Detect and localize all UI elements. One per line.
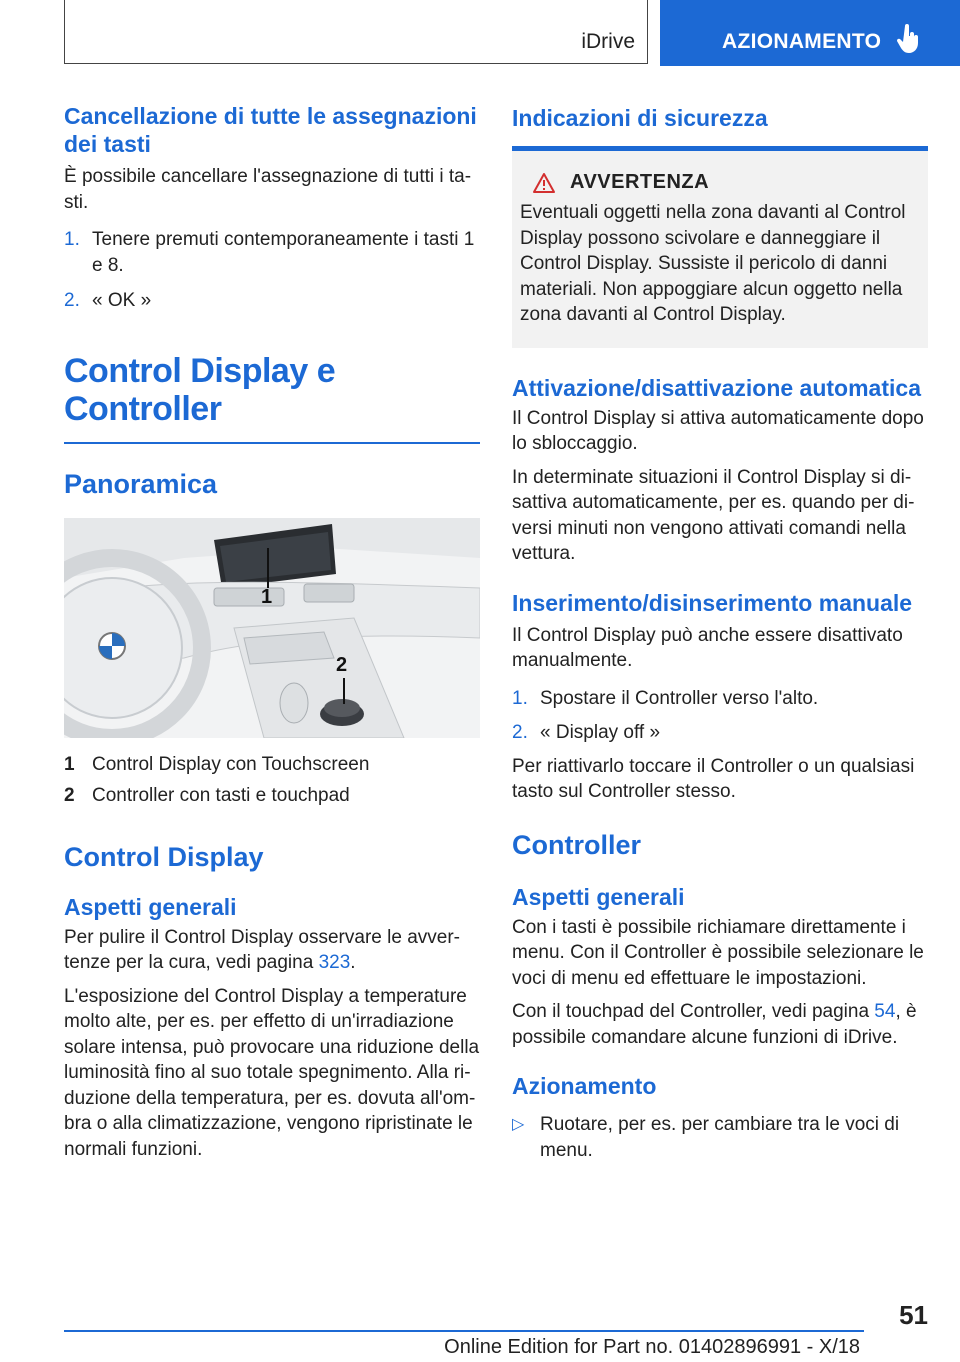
- list-item: [64, 227, 480, 278]
- section-title-panorama: Panoramica: [64, 468, 218, 499]
- care-text-end: .: [350, 952, 356, 973]
- step-number: 1.: [512, 687, 528, 709]
- subsection-title-operation: Azionamento: [512, 1073, 657, 1099]
- clear-assignments-text: È possibile cancellare l'assegnazione di tutti i ta-sti.: [64, 166, 472, 213]
- section-title-control-display: Control Display: [64, 841, 264, 872]
- page-link-323[interactable]: 323: [318, 952, 351, 973]
- section-title-manual-toggle: Inserimento/disinserimento manuale: [512, 589, 913, 616]
- list-item: [512, 720, 928, 746]
- chapter-title-rule: [64, 442, 480, 444]
- warning-box: [512, 151, 928, 348]
- manual-toggle-steps: [512, 686, 928, 746]
- bullet-text: Ruotare, per es. per cambiare tra le voci di menu.: [540, 1114, 900, 1161]
- list-item: [512, 1112, 928, 1163]
- manual-toggle-text-1: Il Control Display può anche essere disattivato manualmente.: [512, 624, 903, 671]
- footer-rule: [64, 1330, 864, 1332]
- section-title-clear-assignments: Cancellazione di tutte le assegnazioni dei tasti: [64, 103, 477, 157]
- right-column: [512, 100, 928, 1163]
- header-chapter-label: AZIONAMENTO: [722, 30, 882, 53]
- footer-edition: Online Edition for Part no. 01402896991 - X/18: [444, 1336, 860, 1358]
- legend-text: Controller con tasti e touchpad: [92, 785, 350, 806]
- list-item: [64, 288, 480, 314]
- page-number: 51: [899, 1300, 928, 1330]
- operation-list: [512, 1112, 928, 1163]
- controller-text-2b: , è possibile comandare alcune funzioni di iDrive.: [512, 1001, 917, 1048]
- controller-text-2: [512, 999, 928, 1050]
- step-number: 1.: [64, 229, 80, 250]
- control-display-care-text: [64, 925, 480, 976]
- legend-number: 1: [64, 753, 75, 775]
- care-text: Per pulire il Control Display osservare le avver-tenze per la cura, vedi pagina: [64, 926, 460, 973]
- header-chapter-tab[interactable]: [660, 0, 960, 66]
- step-text: Spostare il Controller verso l'alto.: [540, 687, 819, 709]
- warning-text: Eventuali oggetti nella zona davanti al Control Display possono scivolare e danneggiare il Control Display. Sussiste il pericolo di danni materiali. Non appoggiare alcun oggetto nella zona davanti al Control Display.: [520, 202, 906, 325]
- control-display-temperature-text: L'esposizione del Control Display a temperature molto alte, per es. per effetto di un'irradiazione solare intensa, può provocare una riduzione della luminosità fino al suo totale spegnimento. Alla ri-duzione della temperatura, per es. dovuta all'om-bra o alla climatizzazione, vengono ripristinate le normali funzioni.: [64, 985, 480, 1160]
- warning-header: [520, 171, 920, 194]
- hand-pointer-icon: [896, 24, 920, 54]
- figure-label-2: 2: [336, 653, 348, 676]
- step-text: Tenere premuti contemporaneamente i tasti 1 e 8.: [92, 229, 475, 276]
- step-text: « OK »: [92, 290, 152, 311]
- step-number: 2.: [512, 722, 528, 743]
- legend-item: [64, 752, 480, 778]
- clear-assignments-steps: [64, 227, 480, 314]
- step-number: 2.: [64, 290, 80, 311]
- controller-text-2a: Con il touchpad del Controller, vedi pagina: [512, 1001, 875, 1022]
- section-title-safety: Indicazioni di sicurezza: [512, 105, 768, 131]
- section-title-auto-toggle: Attivazione/disattivazione automatica: [512, 374, 921, 401]
- figure-legend: [64, 752, 480, 809]
- chapter-title: Control Display e Controller: [64, 351, 336, 428]
- page-link-54[interactable]: 54: [874, 1001, 896, 1022]
- legend-number: 2: [64, 785, 75, 806]
- subsection-title-general: Aspetti generali: [64, 893, 237, 920]
- list-item: [512, 686, 928, 712]
- auto-toggle-text-1: Il Control Display si attiva automaticamente dopo lo sbloccaggio.: [512, 407, 924, 454]
- legend-text: Control Display con Touchscreen: [92, 753, 370, 775]
- header-section-title: iDrive: [581, 30, 635, 53]
- header-frame: [64, 0, 648, 64]
- controller-text-1: Con i tasti è possibile richiamare direttamente i menu. Con il Controller è possibile selezionare le voci di menu ed effettuare le impostazioni.: [512, 916, 924, 989]
- warning-title: AVVERTENZA: [570, 171, 710, 193]
- section-title-controller: Controller: [512, 829, 642, 860]
- dashboard-drawing: [64, 518, 480, 738]
- left-column: [64, 100, 480, 1162]
- warning-triangle-icon: [532, 172, 556, 194]
- dashboard-illustration: [64, 518, 480, 738]
- subsection-title-controller-general: Aspetti generali: [512, 883, 685, 910]
- step-text: « Display off »: [540, 722, 661, 743]
- manual-toggle-text-2: Per riattivarlo toccare il Controller o un qualsiasi tasto sul Controller stesso.: [512, 755, 915, 802]
- auto-toggle-text-2: In determinate situazioni il Control Display si di-sattiva automaticamente, per es. quando per di-versi minuti non vengono attivati comandi nella vettura.: [512, 466, 915, 564]
- figure-label-1: 1: [261, 585, 273, 608]
- triangle-bullet-icon: ▷: [512, 1116, 525, 1133]
- legend-item: [64, 783, 480, 809]
